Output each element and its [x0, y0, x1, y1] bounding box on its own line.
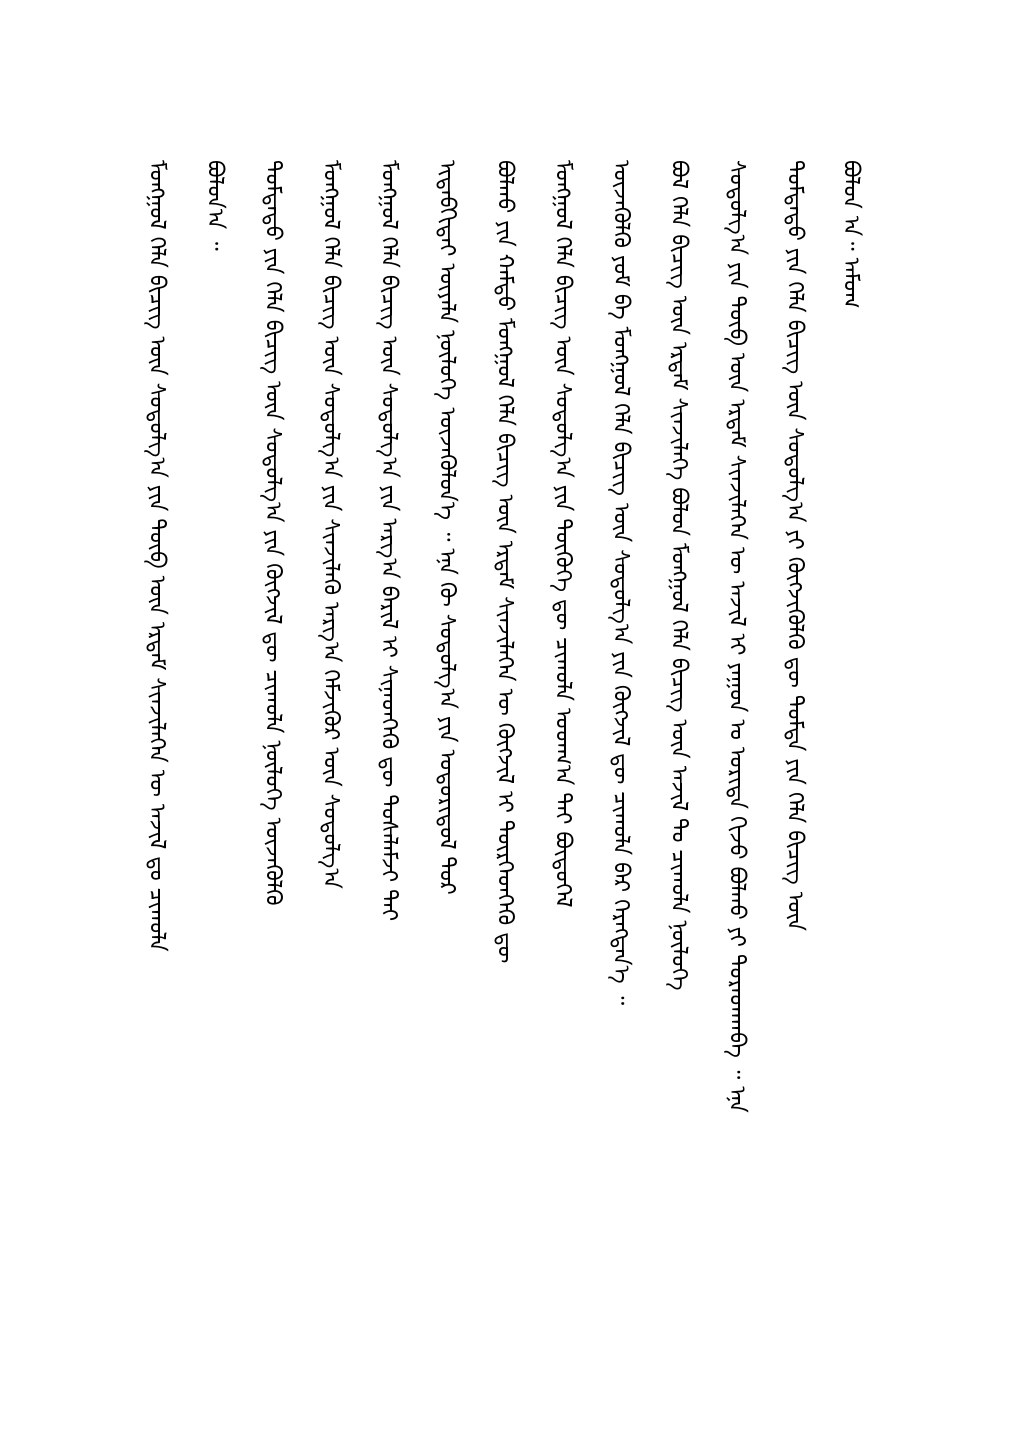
text-column-8: ᠢᠳᠡᠪᠬᠢᠲᠡᠢ ᠦᠶᠡᠯᠡ ᠨᠦᠯᠦᠭᠡ ᠦᠵᠡᠭᠦᠯᠦᠨ᠎ᠡ ᠃ ᠡᠨᠡ ᠬᠦ ᠰᠤᠳᠤᠯᠭ᠎ᠠ ᠶᠢᠨ ᠤᠳᠤᠷᠢᠳᠤᠯ ᠳᠤᠷ [434, 160, 459, 895]
text-column-9: ᠮᠣᠩᠭᠣᠯ ᠬᠡᠯᠡ ᠪᠢᠴᠢᠭ᠌ ᠦᠨ ᠰᠤᠳᠤᠯᠭ᠎ᠠ ᠶᠢᠨ ᠠᠷᠭ᠎ᠠ ᠪᠠᠷᠢᠯ ᠢ ᠰᠢᠨᠡᠳᠬᠡᠬᠦ ᠳᠦ ᠲᠤᠰᠠᠯᠠᠮᠵᠢ ᠲᠠᠢ [376, 160, 401, 922]
text-column-5: ᠦᠵᠡᠭᠦᠯᠬᠦ ᠶᠤᠮ ᠪᠠ ᠮᠣᠩᠭᠣᠯ ᠬᠡᠯᠡ ᠪᠢᠴᠢᠭ᠌ ᠦᠨ ᠰᠤᠳᠤᠯᠭ᠎ᠠ ᠶᠢᠨ ᠬᠦᠭᠵᠢᠯ ᠳᠦ ᠴᠢᠬᠤᠯᠠ ᠪᠠᠷ ᠬᠡᠷᠡᠭᠳᠡᠨ᠎ᠡ ᠃ [608, 160, 633, 1006]
text-column-12: ᠪᠣᠯᠤᠨ᠎ᠠ ᠃ [202, 160, 227, 251]
text-column-10: ᠮᠣᠩᠭᠣᠯ ᠬᠡᠯᠡ ᠪᠢᠴᠢᠭ᠌ ᠦᠨ ᠰᠤᠳᠤᠯᠭ᠎ᠠ ᠶᠢᠨ ᠰᠢᠨᠵᠢᠯᠡᠬᠦ ᠠᠷᠭ᠎ᠠ ᠬᠡᠮᠵᠢᠭᠦᠷ ᠦᠨ ᠰᠤᠳᠤᠯᠭ᠎ᠠ [318, 160, 343, 889]
text-column-13: ᠮᠣᠩᠭᠣᠯ ᠬᠡᠯᠡ ᠪᠢᠴᠢᠭ᠌ ᠦᠨ ᠰᠤᠳᠤᠯᠭ᠎ᠠ ᠶᠢᠨ ᠲᠦᠪ ᠦᠨ ᠡᠷᠳᠡᠮ ᠰᠢᠨᠵᠢᠯᠡᠭᠡᠨ ᠦ ᠠᠵᠢᠯ ᠳᠤ ᠴᠢᠬᠤᠯᠠ [144, 160, 169, 952]
text-column-7: ᠪᠣᠯᠬᠤ ᠶᠢᠨ ᠬᠠᠮᠲᠤ ᠮᠣᠩᠭᠣᠯ ᠬᠡᠯᠡ ᠪᠢᠴᠢᠭ᠌ ᠦᠨ ᠡᠷᠳᠡᠮ ᠰᠢᠨᠵᠢᠯᠡᠭᠡᠨ ᠦ ᠬᠦᠭᠵᠢᠯ ᠢ ᠲᠦᠷᠭᠡᠳᠬᠡᠬᠦ ᠳᠦ [492, 160, 517, 964]
text-column-2: ᠳᠤᠮᠳᠠᠳᠤ ᠶᠢᠨ ᠬᠡᠯᠡ ᠪᠢᠴᠢᠭ᠌ ᠦᠨ ᠰᠤᠳᠤᠯᠭ᠎ᠠ ᠶᠢ ᠬᠦᠭᠵᠢᠭᠦᠯᠬᠦ ᠳᠦ ᠳᠤᠮᠳᠠ ᠶᠢᠨ ᠬᠡᠯᠡ ᠪᠢᠴᠢᠭ᠌ ᠦᠨ [782, 160, 807, 932]
text-column-4: ᠪᠣᠯ ᠬᠡᠯᠡ ᠪᠢᠴᠢᠭ᠌ ᠦᠨ ᠡᠷᠳᠡᠮ ᠰᠢᠨᠵᠢᠯᠡᠭᠡ ᠪᠣᠯᠤᠨ ᠮᠣᠩᠭᠣᠯ ᠬᠡᠯᠡ ᠪᠢᠴᠢᠭ᠌ ᠦᠨ ᠠᠵᠢᠯ ᠲᠤ ᠴᠢᠬᠤᠯᠠ ᠨᠦᠯᠦᠭᠡ [666, 160, 691, 991]
text-column-1: ᠪᠣᠯᠣᠨ ᠠ᠃ ᠠᠮᠤᠬ [838, 160, 863, 309]
text-column-6: ᠮᠣᠩᠭᠣᠯ ᠬᠡᠯᠡ ᠪᠢᠴᠢᠭ᠌ ᠦᠨ ᠰᠤᠳᠤᠯᠭ᠎ᠠ ᠶᠢᠨ ᠲᠦᠭᠦᠬᠡ ᠳᠦ ᠴᠢᠬᠤᠯᠠ ᠤᠳᠬ᠎ᠠ ᠲᠠᠢ ᠪᠦᠲᠦᠭᠡᠯ [550, 160, 575, 908]
text-column-11: ᠳᠤᠮᠳᠠᠳᠤ ᠶᠢᠨ ᠬᠡᠯᠡ ᠪᠢᠴᠢᠭ᠌ ᠦᠨ ᠰᠤᠳᠤᠯᠭ᠎ᠠ ᠶᠢᠨ ᠬᠦᠭᠵᠢᠯ ᠳᠦ ᠴᠢᠬᠤᠯᠠ ᠨᠦᠯᠦᠭᠡ ᠦᠵᠡᠭᠦᠯᠬᠦ [260, 160, 285, 906]
text-column-3: ᠰᠤᠳᠤᠯᠭ᠎ᠠ ᠶᠢᠨ ᠲᠦᠪ ᠦᠨ ᠡᠷᠳᠡᠮ ᠰᠢᠨᠵᠢᠯᠡᠭᠡᠨ ᠦ ᠠᠵᠢᠯ ᠢ ᠶᠠᠭᠤᠨ ᠤ ᠤᠷᠢᠳᠠ ᠬᠢᠵᠦ ᠪᠣᠯᠬᠤ ᠶᠢ ᠳᠤᠷᠠᠳᠬᠠᠪᠠ ᠃ ᠡᠨᠡ [724, 160, 749, 1113]
